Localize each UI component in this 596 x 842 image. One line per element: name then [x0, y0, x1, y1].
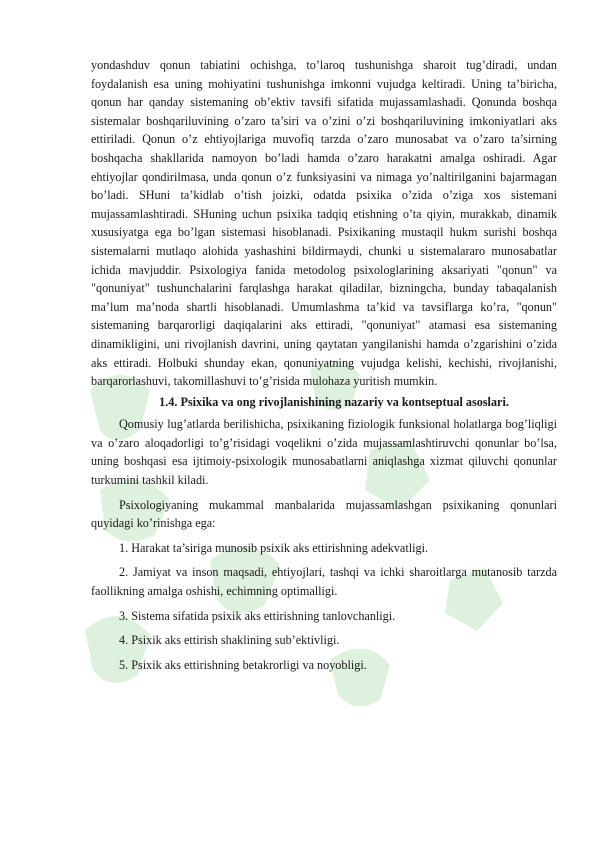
list-item: 1. Harakat ta’siriga munosib psixik aks ettirishning adekvatligi.: [119, 540, 429, 555]
list-item: 3. Sistema sifatida psixik aks ettirishning tanlovchanligi.: [119, 608, 396, 623]
section-heading: 1.4. Psixika va ong rivojlanishining nazariy va kontseptual asoslari.: [159, 394, 509, 409]
document-page: [91, 56, 557, 674]
list-item: 5. Psixik aks ettirishning betakrorligi va noyobligi.: [119, 657, 367, 672]
list-item: 2. Jamiyat va inson maqsadi, ehtiyojlari, tashqi va ichki sharoitlarga mutanosib tarzda faollikning amalga oshishi, echimning optimalligi.: [91, 565, 557, 599]
body-paragraph: Psixologiyaning mukammal manbalarida mujassamlashgan psixikaning qonunlari quyidagi ko’rinishga ega:: [91, 497, 557, 531]
list-item: 4. Psixik aks ettirish shaklining sub’ektivligi.: [119, 633, 340, 648]
body-paragraph: Qomusiy lug’atlarda berilishicha, psixikaning fiziologik funksional holatlarga bog’liqligi va o’zaro aloqadorligi to’g’risidagi voqelikni o’zida mujassamlashtiruvchi qonunlar bo’lsa, uning boshqasi esa ijtimoiy-psixologik munosabatlarni aniqlashga xizmat qiluvchi qonunlar turkumini tashkil kiladi.: [91, 417, 557, 488]
body-paragraph: yondashduv qonun tabiatini ochishga, to’laroq tushunishga sharoit tug’diradi, undan foydalanish esa uning mohiyatini tushunishga imkonni vujudga keltiradi. Uning ta’biricha, qonun har qanday sistemaning ob’ektiv tavsifi sifatida mujassamlashadi. Qonunda boshqa sistemalar boshqariluvining o’zaro ta’siri va o’zini o’zi boshqariluvining imkoniyatlari aks ettiriladi. Qonun o’z ehtiyojlariga muvofiq tarzda o’zaro munosabat va o’zaro ta’sirning boshqacha shakllarida namoyon bo’ladi hamda o’zaro harakatni amalga oshiradi. Agar ehtiyojlar qondirilmasa, unda qonun o’z funksiyasini va nimaga yo’naltirilganini bajarmagan bo’ladi. SHuni ta’kidlab o’tish joizki, odatda psixika o’zida o’ziga xos sistemani mujassamlashtiradi. SHuning uchun psixika tadqiq etishning o’ta qiyin, murakkab, dinamik xususiyatga ega bo’lgan sistemasi hisoblanadi. Psixikaning mustaqil hukm surishi boshqa sistemalarni mutlaqo alohida yashashini bildirmaydi, chunki u sistemalararo munosabatlar ichida mavjuddir. Psixologiya fanida metodolog psixologlarining aksariyati "qonun" va "qonuniyat" tushunchalarini farqlashga harakat qiladilar, bizningcha, bunday tabaqalanish ma’lum ma’noda shartli hisoblanadi. Umumlashma ta’kid va tavsiflarga ko’ra, "qonun" sistemaning barqarorligi daqiqalarini aks ettiradi, "qonuniyat" atamasi esa sistemaning dinamikligini, uni rivojlanish davrini, uning qaytatan yangilanishi hamda o’zgarishini o’zida aks ettiradi. Holbuki shunday ekan, qonuniyatning vujudga kelishi, kechishi, rivojlanishi, barqarorlashuvi, takomillashuvi to’g’risida mulohaza yuritish mumkin.: [91, 58, 557, 389]
